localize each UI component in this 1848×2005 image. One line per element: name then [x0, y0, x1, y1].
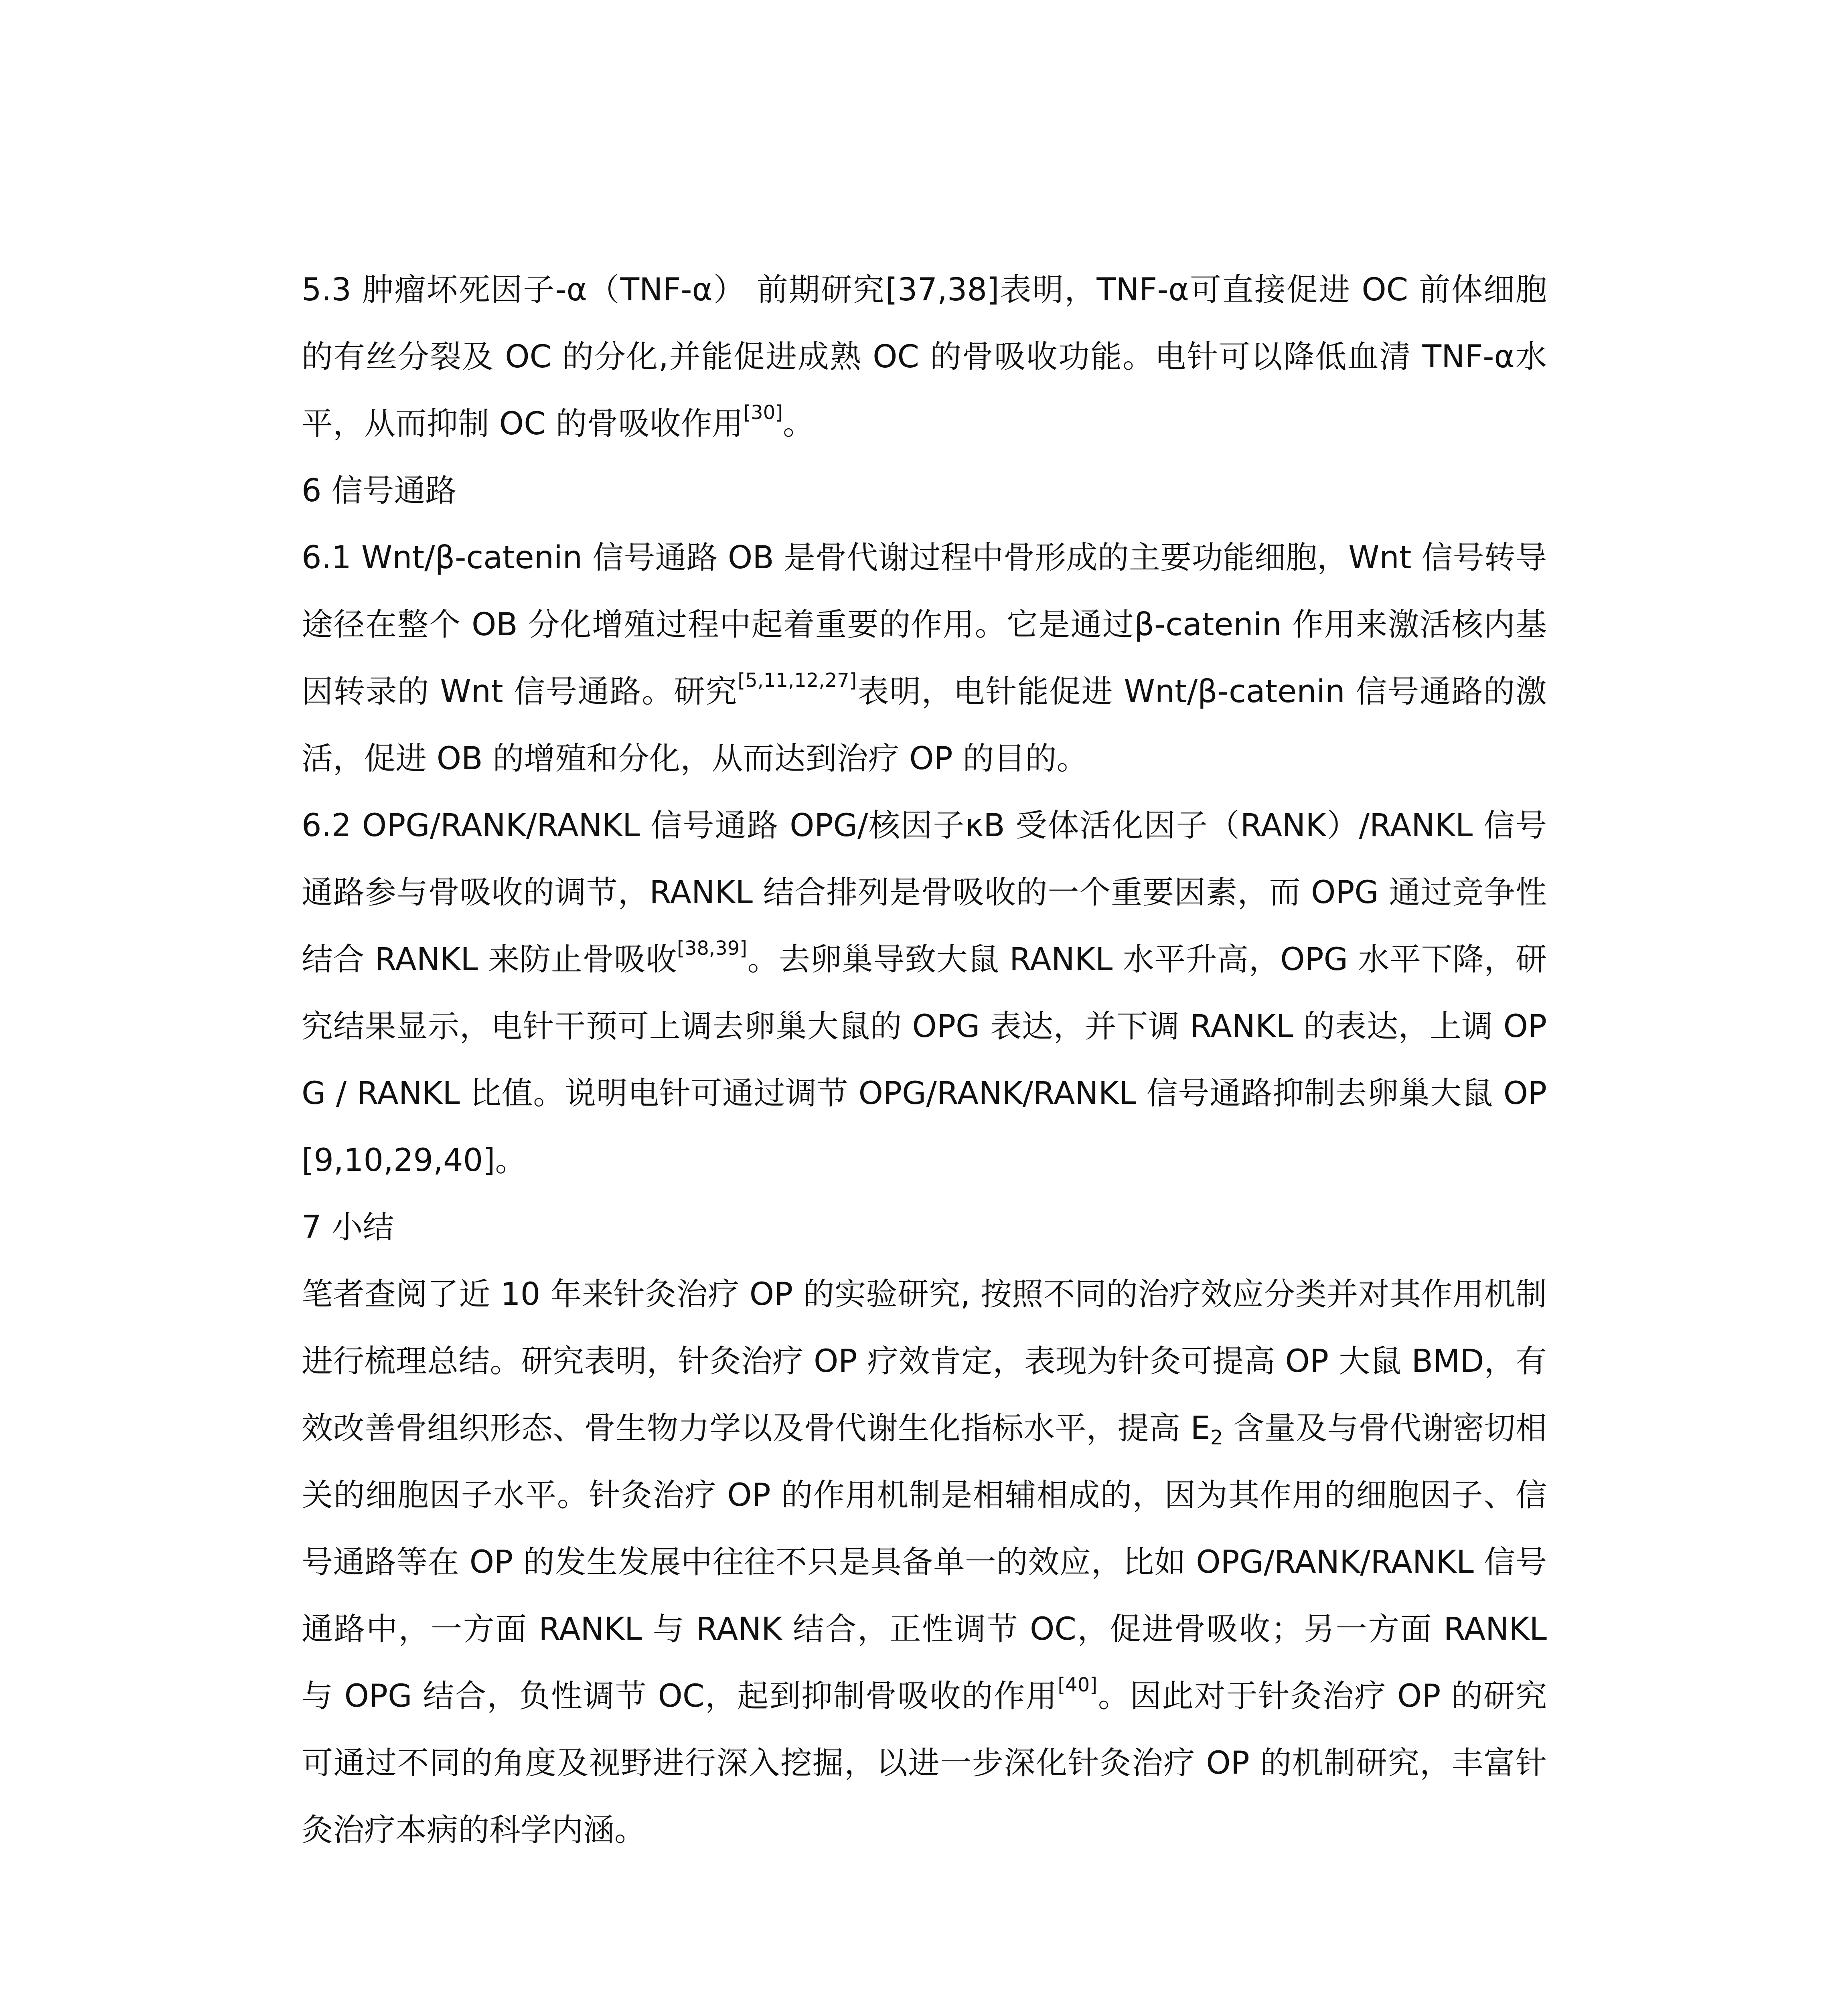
citation: [40]: [1058, 1674, 1097, 1696]
body-text: [302, 257, 1547, 1864]
citation: [30]: [743, 401, 783, 424]
section-heading-signaling: [302, 458, 1547, 525]
text-run: 5.3 肿瘤坏死因子-α（TNF-α） 前期研究[37,38]表明，TNF-α可直接促进 OC 前体细胞的有丝分裂及 OC 的分化,并能促进成熟 OC 的骨吸收功能。电针可以降低血清 TNF-α水平，从而抑制 OC 的骨吸收作用: [302, 272, 1547, 442]
paragraph-summary: [302, 1261, 1547, 1864]
paragraph-opg-rank-rankl: [302, 792, 1547, 1194]
heading-text: 6 信号通路: [302, 473, 457, 509]
paragraph-tnf-alpha: [302, 257, 1547, 458]
text-run: 含量及与骨代谢密切相关的细胞因子水平。针灸治疗 OP 的作用机制是相辅相成的，因为其作用的细胞因子、信号通路等在 OP 的发生发展中往往不只是具备单一的效应，比如 OPG/RANK/RANKL 信号通路中，一方面 RANKL 与 RANK 结合，正性调节 OC，促进骨吸收；另一方面 RANKL 与 OPG 结合，负性调节 OC，起到抑制骨吸收的作用: [302, 1410, 1547, 1714]
text-run: 6.2 OPG/RANK/RANKL 信号通路 OPG/核因子κB 受体活化因子（RANK）/RANKL 信号通路参与骨吸收的调节，RANKL 结合排列是骨吸收的一个重要因素，而 OPG 通过竞争性结合 RANKL 来防止骨吸收: [302, 808, 1547, 978]
text-run: 表明，电针能促进 Wnt/β-catenin 信号通路的激活，促进 OB 的增殖和分化，从而达到治疗 OP 的目的。: [302, 674, 1547, 777]
paragraph-wnt: [302, 525, 1547, 792]
section-heading-summary: [302, 1194, 1547, 1261]
citation: [5,11,12,27]: [738, 669, 857, 692]
citation: [38,39]: [677, 937, 747, 960]
text-run: 。: [782, 406, 814, 442]
text-run: 。因此对于针灸治疗 OP 的研究可通过不同的角度及视野进行深入挖掘，以进一步深化针灸治疗 OP 的机制研究，丰富针灸治疗本病的科学内涵。: [302, 1678, 1547, 1848]
text-run: 。去卵巢导致大鼠 RANKL 水平升高，OPG 水平下降，研究结果显示，电针干预可上调去卵巢大鼠的 OPG 表达，并下调 RANKL 的表达，上调 OPG / RANKL 比值。说明电针可通过调节 OPG/RANK/RANKL 信号通路抑制去卵巢大鼠 OP[9,10,29,40]。: [302, 942, 1547, 1179]
heading-text: 7 小结: [302, 1209, 394, 1246]
subscript: 2: [1210, 1426, 1223, 1449]
text-run: 6.1 Wnt/β-catenin 信号通路 OB 是骨代谢过程中骨形成的主要功能细胞，Wnt 信号转导途径在整个 OB 分化增殖过程中起着重要的作用。它是通过β-catenin 作用来激活核内基因转录的 Wnt 信号通路。研究: [302, 540, 1547, 710]
text-run: 笔者查阅了近 10 年来针灸治疗 OP 的实验研究, 按照不同的治疗效应分类并对其作用机制进行梳理总结。研究表明，针灸治疗 OP 疗效肯定，表现为针灸可提高 OP 大鼠 BMD，有效改善骨组织形态、骨生物力学以及骨代谢生化指标水平，提高 E: [302, 1276, 1547, 1446]
